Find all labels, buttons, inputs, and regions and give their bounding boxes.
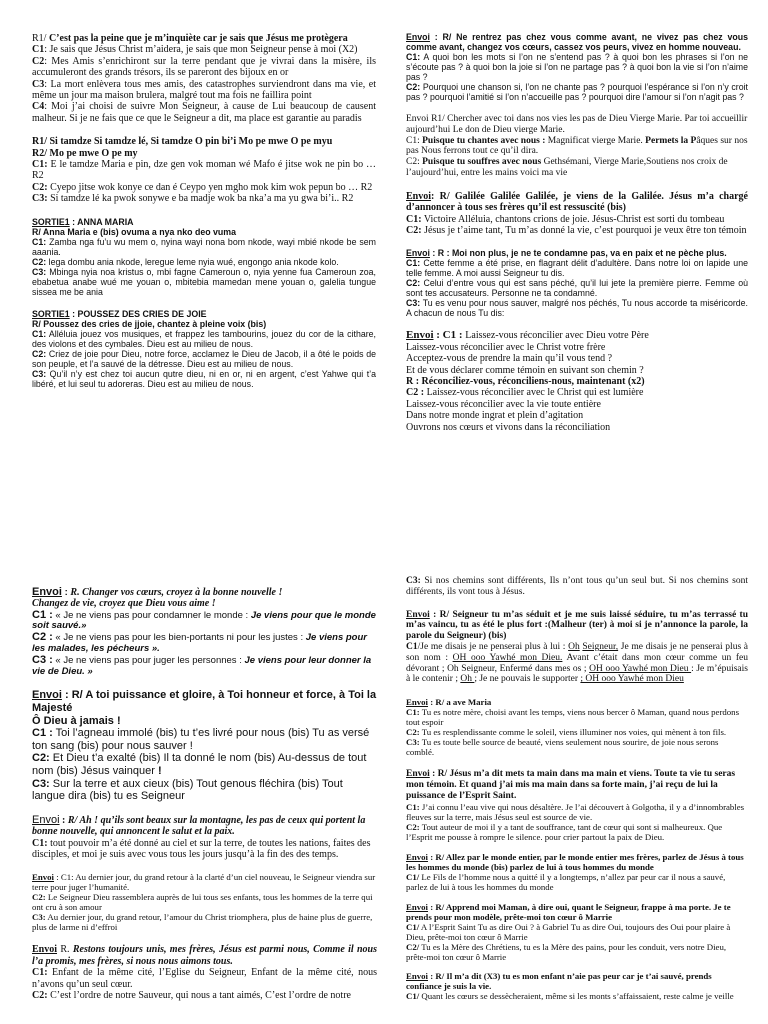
column-bottom-right (406, 576, 748, 1010)
refrain: Envoi : R/ a ave Maria (406, 697, 492, 708)
song-envoi-changer-vos-coeurs (32, 587, 377, 677)
song-title: SORTIE1 : ANNA MARIA (32, 216, 134, 227)
refrain: Envoi : R : Moi non plus, je ne te condamne pas, va en paix et ne pèche plus. (406, 248, 727, 259)
couplet: Envoi : C1: Au dernier jour, du grand retour à la clarté d’un ciel nouveau, le Seigneur viendra sur terre pour juger l’humanité. (32, 872, 376, 893)
couplet: C1: Enfant de la même cité, l’Eglise du Seigneur, Enfant de la même cité, nous n’avons qu’un seul cœur. (32, 967, 377, 990)
song-envoi-reconciliez (406, 330, 748, 433)
song-envoi-il-ma-dit (406, 971, 748, 1001)
couplet: C1: Alléluia jouez vos musiques, et frappez les tambourins, jouez du cor de la cithare, des violons et des cymbales. Dieu est au milieu de nous. (32, 328, 376, 349)
couplet: C3: Au dernier jour, du grand retour, l’amour du Christ triomphera, plus de haine plus de guerre, plus de larme ni d’effroi (32, 912, 373, 933)
song-envoi-jesus-ma-dit (406, 769, 748, 841)
refrain: Envoi : R/ Seigneur tu m’as séduit et je me suis laissé séduire, tu m’as terrassé tu m’as vaincu, tu as été le plus fort :(Malheur (ter) à moi si je n’annonce la parole, la parole du Seigneur) (bis) (406, 609, 748, 642)
couplet: C2: Mes Amis s’enrichiront sur la terre pendant que je vivrai dans la misère, ils accumuleront des grands trésors, ils se pareront des bijoux en or (32, 55, 376, 79)
song-title: SORTIE1 : POUSSEZ DES CRIES DE JOIE (32, 308, 207, 319)
couplet: C1: A quoi bon les mots si l’on ne s’entend pas ? à quoi bon les phrases si l’on ne s’écoute pas ? à quoi bon la joie si l’on ne partage pas ? à quoi bon la vie si l’on n’aime pas ? (406, 52, 748, 82)
couplet: C1/ A l’Esprit Saint Tu as dire Oui ? à Gabriel Tu as dire Oui, toujours des Oui pour plaire à Dieu, prête-moi ton cœur ô Marrie (406, 921, 731, 942)
couplet: C3: Qu’il n’y est chez toi aucun qutre dieu, ni en or, ni en argent, c’est Yahwe qui t’a libéré, et lui seul tu adoreras. Dieu est au milieu de nous. (32, 368, 376, 389)
couplet: C2: lega dombu ania nkode, leregue leme nyia wué, engongo ania nkode kolo. (32, 256, 339, 267)
couplet: C3: La mort enlèvera tous mes amis, des catastrophes surviendront dans ma vie, et même un jour ma maison brulera, malgré tout ma fois ne faillira point (32, 78, 376, 102)
song-c3-chemins (406, 576, 748, 598)
couplet: C1: Zamba nga fu’u wu mem o, nyina wayi nona bom nkode, wayi mbié nkode be sem aaania. (32, 236, 376, 257)
verse-line: Laissez-vous réconcilier avec le Christ votre frère (406, 341, 606, 353)
refrain: Envoi : R. Changer vos cœurs, croyez à la bonne nouvelle ! (32, 586, 283, 598)
refrain: Envoi R1/ Chercher avec toi dans nos vies les pas de Dieu Vierge Marie. Par toi accueillir aujourd’hui Le don de Dieu vierge Marie. (406, 114, 748, 135)
couplet: C1: Victoire Alléluia, chantons crions de joie. Jésus-Christ est sorti du tombeau (406, 213, 725, 225)
refrain-line: Ô Dieu à jamais ! (32, 714, 121, 727)
couplet: C1: E le tamdze Maria e pin, dze gen vok moman wé Mafo é jitse wok ne pin bo …R2 (32, 159, 376, 182)
refrain: R : Réconciliez-vous, réconciliens-nous, maintenant (x2) (406, 376, 645, 388)
couplet: C3: Tu es toute belle source de beauté, viens seulement nous sourire, de joie nous serons comblé. (406, 737, 719, 758)
couplet: C2 : Laissez-vous réconcilier avec le Christ qui est lumière (406, 387, 644, 399)
couplet: C3: Sur la terre et aux cieux (bis) Tout genous fléchira (bis) Tout langue dira (bis) tu es Seigneur (32, 777, 343, 803)
couplet: Envoi : C1 : Laissez-vous réconcilier avec Dieu votre Père (406, 329, 649, 342)
verse-line: Laissez-vous réconcilier avec la vie toute entière (406, 398, 601, 410)
refrain: R/ Anna Maria e (bis) ovuma a nya nko deo vuma (32, 226, 237, 237)
couplet: C1: Tu es notre mère, choisi avant les temps, viens nous bercer ô Maman, quand nous perdons tout espoir (406, 707, 740, 728)
refrain: Envoi : R/ A toi puissance et gloire, à Toi honneur et force, à Toi la Majesté (32, 689, 377, 714)
couplet: C2: Et Dieu t’a exalté (bis) Il ta donné le nom (bis) Au-dessus de tout nom (bis) Jésus vainquer ! (32, 752, 367, 777)
refrain: Envoi: R/ Galilée Galilée Galilée, je viens de la Galilée. Jésus m’a chargé d’annoncer à tous ses frères qu’il est ressuscité (bis) (406, 190, 748, 214)
couplet: C1/ Le Fils de l’homme nous a quitté il y a longtemps, n’allez par peur car il nous a sauvé, parlez de lui à tous les hommes du monde (406, 871, 726, 892)
couplet: C1 : Toi l’agneau immolé (bis) tu t’es livré pour nous (bis) Tu as versé ton sang (bis) pour nous sauver ! (32, 727, 370, 752)
song-poussez-des-cries (32, 309, 376, 389)
couplet: C3: Tu es venu pour nous sauver, malgré nos péchés, Tu nous accorde ta miséricorde. A chacun de nous Tu dis: (406, 298, 748, 319)
refrain: Envoi R. Restons toujours unis, mes frères, Jésus est parmi nous, Comme il nous l’a promis, mes frères, si nous nous aimons tous. (32, 944, 377, 967)
couplet: C2: Tu es resplendissante comme le soleil, viens illuminer nos voies, qui mènent à ton fils. (406, 727, 727, 738)
couplet: C4: Moi j’ai choisi de suivre Mon Seigneur, à cause de Lui beaucoup de causent malheur. Si je ne fais que ce que le Seigneur a dit, ma place est garantie au paradis (32, 101, 376, 124)
couplet: C1: Puisque tu chantes avec nous : Magnificat vierge Marie. Permets la Pâques sur nos pas Nous ferrons tout ce qu’il dira. (406, 135, 748, 157)
song-envoi-restons-unis (32, 944, 377, 1001)
couplet: C3: Si tamdze lé ka pwok sonywe e ba madje wok ba nka’a ma yu gwa bi’i.. R2 (32, 193, 354, 205)
song-envoi-a-toi-puissance (32, 689, 377, 802)
couplet: C2: Jésus je t’aime tant, Tu m’as donné la vie, c’est pourquoi je veux être ton témoin (406, 225, 747, 236)
couplet: C2: Tout auteur de moi il y a tant de souffrance, tant de cœur qui sont si malheureux. Que l’Esprit me pousse à rompre le silence. pour crier partout la paix de Dieu. (406, 821, 723, 842)
refrain-line: Changez de vie, croyez que Dieu vous aime ! (32, 597, 216, 609)
song-envoi-chercher (406, 114, 748, 179)
song-envoi-allez-par-le-monde (406, 852, 748, 892)
verse-line: Et de vous déclarer comme témoin en suivant son chemin ? (406, 364, 644, 376)
couplet: C1: J’ai connu l’eau vive qui nous désaltère. Je l’ai découvert à Golgotha, il y a d’innombrables fleuves sur la terre, mais Jésus seul est source de vie. (406, 801, 745, 822)
refrain: R/ Poussez des cries de jjoie, chantez à pleine voix (bis) (32, 318, 267, 329)
couplet: C2: Criez de joie pour Dieu, notre force, acclamez le Dieu de Jacob, il a ôté le poids de son peuple, et l’a sauvé de la détresse. Dieu est au milieu de nous. (32, 348, 376, 369)
couplet: C2 : « Je ne viens pas pour les bien-portants ni pour les justes : Je viens pour les malades, les pécheurs ». (32, 631, 367, 654)
couplet: C2: Puisque tu souffres avec nous Gethsémani, Vierge Marie,Soutiens nos croix de l’aujourd’hui, entre les mains voici ma vie (406, 157, 728, 178)
couplet: C2: Pourquoi une chanson si, l’on ne chante pas ? pourquoi l’espérance si l’on n’y croit pas ? pourquoi l’amitié si l’on n’accueille pas ? pourquoi dire l’amour si l’on n’agit pas ? (406, 82, 748, 102)
song-r1 (32, 33, 376, 124)
refrain: Envoi : R/ Apprend moi Maman, à dire oui, quant le Seigneur, frappe à ma porte. Je te prends pour mon modèle, prête-moi ton cœur ô Marrie (406, 901, 731, 922)
column-top-right (406, 32, 748, 442)
couplet: C2: Celui d’entre vous qui est sans péché, qu’il lui jete la première pierre. Femme où sont tes accusateurs. Personne ne ta condamné. (406, 278, 748, 299)
couplet: C1: Je sais que Jésus Christ m’aidera, je sais que mon Seigneur pense à moi (X2) (32, 44, 358, 56)
song-tamdze (32, 136, 376, 204)
refrain: R2/ Mo pe mwe O pe my (32, 147, 138, 159)
refrain: R1/ Si tamdze Si tamdze lé, Si tamdze O pin bi’i Mo pe mwe O pe myu (32, 136, 333, 148)
verse-line: Acceptez-vous de prendre la main qu’il vous tend ? (406, 353, 613, 365)
column-top-left (32, 33, 376, 398)
song-envoi-apprend-moi (406, 902, 748, 962)
song-envoi-galilee (406, 191, 748, 237)
refrain: Envoi : R/ Jésus m’a dit mets ta main dans ma main et viens. Toute ta vie tu seras mon témoin. Et quand j’ai mis ma main dans sa forte main, j’ai reçu de lui la puissance de l’Esprit Saint. (406, 769, 736, 801)
song-envoi-au-dernier-jour (32, 872, 377, 932)
couplet: C2: Cyepo jitse wok konye ce dan é Ceypo yen mgho mok kim wok pepun bo … R2 (32, 181, 373, 193)
couplet: C1: tout pouvoir m’a été donné au ciel et sur la terre, de toutes les nations, faites des disciples, et moi je suis avec vous tous les jours jusqu’à la fin des des temps. (32, 837, 371, 860)
couplet: C1 : « Je ne viens pas pour condamner le monde : Je viens pour que le monde soit sauvé.» (32, 608, 376, 632)
couplet: C1/ Quant les cœurs se dessècheraient, même si les monts s’affaissaient, reste calme je veille (406, 990, 734, 1001)
couplet: C2: C’est l’ordre de notre Sauveur, qui nous a tant aimés, C’est l’ordre de notre (32, 989, 351, 1001)
verse-line: Ouvrons nos cœurs et vivons dans la réconciliation (406, 421, 611, 433)
refrain: Envoi : R/ Ne rentrez pas chez vous comme avant, ne vivez pas chez vous comme avant, changez vos cœurs, cassez vos peurs, vivez en homme nouveau. (406, 32, 748, 52)
couplet: C3: Si nos chemins sont différents, Ils n’ont tous qu’un seul but. Si nos chemins sont différents, ils vont tous à Jésus. (406, 576, 748, 597)
couplet: C3: Mbinga nyia noa kristus o, mbi fagne Cameroun o, nyia yenne fua Cameroun zoa, ebabetua anabe wué me youan o, mbitebia mamedan mene youan o, galelia tungue sissea me be ania (32, 266, 376, 297)
song-envoi-ah-quils-sont-beaux (32, 815, 377, 861)
couplet: C3 : « Je ne viens pas pour juger les personnes : Je viens pour leur donner la vie de Dieu. » (32, 653, 372, 677)
song-envoi-seigneur-tu-mas-seduit (406, 610, 748, 686)
refrain: Envoi : R/ Allez par le monde entier, par le monde entier mes frères, parlez de Jésus à tous les hommes du monde (bis) parlez de lui à tous hommes du monde (406, 851, 744, 872)
song-envoi-moi-non-plus (406, 248, 748, 318)
column-bottom-left (32, 587, 377, 1010)
couplet: C2/ Tu es la Mère des Chrétiens, tu es la Mère des pains, pour les conduit, vers notre Dieu, prête-moi ton cœur ô Marrie (406, 941, 727, 962)
song-envoi-ave-maria (406, 697, 748, 757)
song-anna-maria (32, 217, 376, 297)
verse-line: Dans notre monde ingrat et plein d’agitation (406, 410, 584, 422)
refrain: R1/ C’est pas la peine que je m’inquiète car je sais que Jésus me protègera (32, 33, 348, 44)
refrain: Envoi : R/ Il m’a dit (X3) tu es mon enfant n’aie pas peur car je t’ai sauvé, prends confiance je suis la vie. (406, 970, 712, 991)
couplet: C1: Cette femme a été prise, en flagrant délit d’adultère. Dans notre loi on lapide une telle femme. A moi aussi Seigneur tu dis. (406, 258, 748, 279)
song-envoi-ne-rentrez-pas (406, 32, 748, 102)
couplet: C2: Le Seigneur Dieu rassemblera auprès de lui tous ses enfants, tous les hommes de la terre qui ont cru à son amour (32, 892, 373, 913)
couplet: C1/Je me disais je ne penserai plus à lui : Oh Seigneur, Je me disais je ne penserai plus à son nom : OH ooo Yawhé mon Dieu. Avant c’était dans mon cœur comme un feu dévorant ; Oh Seigneur, Enfermé dans mes os ; OH ooo Yawhé mon Dieu : Je m’épuisais à le contenir ; Oh ; Je ne pouvais le supporter ; OH ooo Yawhé mon Dieu (406, 641, 749, 685)
refrain: Envoi : R/ Ah ! qu’ils sont beaux sur la montagne, les pas de ceux qui portent la bonne nouvelle, qui annoncent le salut et la paix. (32, 813, 366, 838)
